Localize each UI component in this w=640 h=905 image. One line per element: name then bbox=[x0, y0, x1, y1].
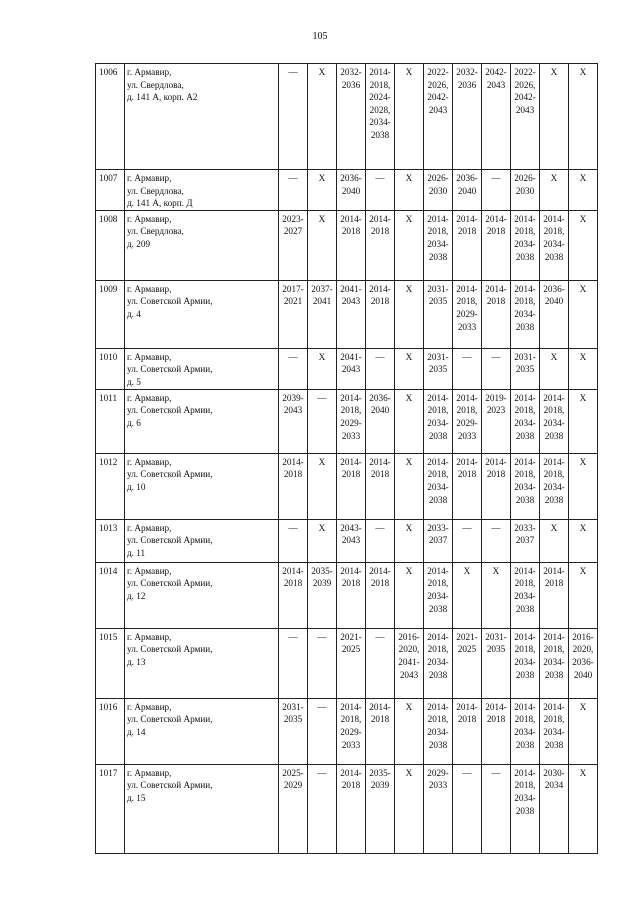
table-row bbox=[96, 698, 598, 764]
address-cell: г. Армавир, ул. Советской Армии, д. 13 bbox=[125, 628, 279, 698]
period-cell: X bbox=[395, 280, 424, 348]
address-cell: г. Армавир, ул. Советской Армии, д. 5 bbox=[125, 348, 279, 389]
row-number: 1015 bbox=[96, 628, 125, 698]
table-row bbox=[96, 210, 598, 280]
address-cell: г. Армавир, ул. Советской Армии, д. 11 bbox=[125, 519, 279, 562]
row-number: 1008 bbox=[96, 210, 125, 280]
period-cell: — bbox=[366, 628, 395, 698]
period-cell: 2030- 2034 bbox=[540, 764, 569, 853]
period-cell: 2016- 2020, 2036- 2040 bbox=[569, 628, 598, 698]
period-cell: 2014- 2018, 2024- 2028, 2034- 2038 bbox=[366, 64, 395, 170]
period-cell: 2043- 2043 bbox=[337, 519, 366, 562]
period-cell: X bbox=[395, 389, 424, 453]
period-cell: 2014- 2018, 2034- 2038 bbox=[424, 628, 453, 698]
address-cell: г. Армавир, ул. Свердлова, д. 209 bbox=[125, 210, 279, 280]
period-cell: X bbox=[569, 348, 598, 389]
period-cell: — bbox=[482, 348, 511, 389]
period-cell: 2014- 2018 bbox=[337, 210, 366, 280]
period-cell: X bbox=[395, 562, 424, 628]
period-cell: X bbox=[453, 562, 482, 628]
period-cell: 2014- 2018, 2034- 2038 bbox=[424, 562, 453, 628]
table-row bbox=[96, 389, 598, 453]
period-cell: 2014- 2018 bbox=[337, 562, 366, 628]
table-row bbox=[96, 764, 598, 853]
period-cell: 2031- 2035 bbox=[511, 348, 540, 389]
period-cell: X bbox=[395, 519, 424, 562]
period-cell: 2025- 2029 bbox=[279, 764, 308, 853]
row-number: 1012 bbox=[96, 453, 125, 519]
address-cell: г. Армавир, ул. Свердлова, д. 141 А, корп. Д bbox=[125, 170, 279, 211]
schedule-table bbox=[95, 63, 598, 854]
period-cell: X bbox=[569, 389, 598, 453]
period-cell: X bbox=[540, 64, 569, 170]
row-number: 1010 bbox=[96, 348, 125, 389]
period-cell: X bbox=[540, 348, 569, 389]
period-cell: — bbox=[308, 389, 337, 453]
period-cell: X bbox=[569, 170, 598, 211]
period-cell: 2042- 2043 bbox=[482, 64, 511, 170]
period-cell: 2014- 2018, 2034- 2038 bbox=[511, 453, 540, 519]
period-cell: 2014- 2018, 2034- 2038 bbox=[511, 210, 540, 280]
period-cell: 2014- 2018, 2029- 2033 bbox=[453, 389, 482, 453]
period-cell: X bbox=[569, 764, 598, 853]
address-cell: г. Армавир, ул. Советской Армии, д. 4 bbox=[125, 280, 279, 348]
table-row bbox=[96, 562, 598, 628]
period-cell: 2014- 2018 bbox=[366, 562, 395, 628]
period-cell: X bbox=[395, 170, 424, 211]
period-cell: 2014- 2018, 2034- 2038 bbox=[511, 280, 540, 348]
period-cell: X bbox=[308, 348, 337, 389]
period-cell: X bbox=[395, 348, 424, 389]
period-cell: 2014- 2018 bbox=[366, 453, 395, 519]
period-cell: 2036- 2040 bbox=[366, 389, 395, 453]
period-cell: X bbox=[569, 519, 598, 562]
period-cell: 2014- 2018 bbox=[366, 210, 395, 280]
period-cell: X bbox=[308, 210, 337, 280]
address-cell: г. Армавир, ул. Свердлова, д. 141 А, корп. А2 bbox=[125, 64, 279, 170]
period-cell: 2014- 2018 bbox=[337, 453, 366, 519]
period-cell: 2014- 2018, 2034- 2038 bbox=[511, 698, 540, 764]
period-cell: 2014- 2018 bbox=[279, 453, 308, 519]
period-cell: 2036- 2040 bbox=[453, 170, 482, 211]
period-cell: 2014- 2018 bbox=[366, 698, 395, 764]
period-cell: X bbox=[395, 698, 424, 764]
address-cell: г. Армавир, ул. Советской Армии, д. 12 bbox=[125, 562, 279, 628]
table-row bbox=[96, 519, 598, 562]
period-cell: 2017- 2021 bbox=[279, 280, 308, 348]
period-cell: X bbox=[308, 453, 337, 519]
period-cell: X bbox=[308, 64, 337, 170]
row-number: 1006 bbox=[96, 64, 125, 170]
period-cell: 2032- 2036 bbox=[453, 64, 482, 170]
period-cell: 2035- 2039 bbox=[308, 562, 337, 628]
period-cell: 2036- 2040 bbox=[540, 280, 569, 348]
period-cell: 2014- 2018, 2029- 2033 bbox=[337, 698, 366, 764]
period-cell: 2016- 2020, 2041- 2043 bbox=[395, 628, 424, 698]
period-cell: — bbox=[279, 64, 308, 170]
period-cell: — bbox=[366, 348, 395, 389]
period-cell: 2014- 2018 bbox=[337, 764, 366, 853]
table-row bbox=[96, 64, 598, 170]
address-cell: г. Армавир, ул. Советской Армии, д. 14 bbox=[125, 698, 279, 764]
period-cell: 2032- 2036 bbox=[337, 64, 366, 170]
period-cell: X bbox=[569, 210, 598, 280]
period-cell: 2014- 2018, 2034- 2038 bbox=[540, 698, 569, 764]
period-cell: 2041- 2043 bbox=[337, 280, 366, 348]
period-cell: 2029- 2033 bbox=[424, 764, 453, 853]
period-cell: X bbox=[395, 764, 424, 853]
period-cell: X bbox=[540, 170, 569, 211]
period-cell: 2037- 2041 bbox=[308, 280, 337, 348]
period-cell: — bbox=[453, 519, 482, 562]
period-cell: 2014- 2018 bbox=[482, 453, 511, 519]
period-cell: — bbox=[279, 348, 308, 389]
period-cell: X bbox=[540, 519, 569, 562]
period-cell: — bbox=[279, 519, 308, 562]
period-cell: — bbox=[279, 170, 308, 211]
period-cell: X bbox=[395, 210, 424, 280]
period-cell: 2033- 2037 bbox=[424, 519, 453, 562]
period-cell: X bbox=[569, 64, 598, 170]
period-cell: X bbox=[308, 170, 337, 211]
period-cell: 2039- 2043 bbox=[279, 389, 308, 453]
period-cell: 2014- 2018, 2034- 2038 bbox=[511, 562, 540, 628]
period-cell: 2023- 2027 bbox=[279, 210, 308, 280]
row-number: 1016 bbox=[96, 698, 125, 764]
address-cell: г. Армавир, ул. Советской Армии, д. 6 bbox=[125, 389, 279, 453]
period-cell: 2014- 2018, 2034- 2038 bbox=[424, 389, 453, 453]
period-cell: 2014- 2018, 2034- 2038 bbox=[511, 389, 540, 453]
period-cell: — bbox=[482, 519, 511, 562]
period-cell: 2014- 2018, 2029- 2033 bbox=[453, 280, 482, 348]
table-row bbox=[96, 628, 598, 698]
table-row bbox=[96, 453, 598, 519]
row-number: 1017 bbox=[96, 764, 125, 853]
period-cell: 2014- 2018 bbox=[482, 210, 511, 280]
address-cell: г. Армавир, ул. Советской Армии, д. 10 bbox=[125, 453, 279, 519]
period-cell: X bbox=[308, 519, 337, 562]
period-cell: — bbox=[308, 628, 337, 698]
period-cell: X bbox=[569, 698, 598, 764]
period-cell: X bbox=[569, 280, 598, 348]
period-cell: — bbox=[308, 698, 337, 764]
period-cell: 2014- 2018, 2034- 2038 bbox=[424, 453, 453, 519]
period-cell: — bbox=[308, 764, 337, 853]
period-cell: 2014- 2018 bbox=[453, 210, 482, 280]
period-cell: 2022- 2026, 2042- 2043 bbox=[424, 64, 453, 170]
period-cell: 2014- 2018, 2034- 2038 bbox=[540, 628, 569, 698]
period-cell: — bbox=[453, 764, 482, 853]
period-cell: 2014- 2018, 2034- 2038 bbox=[540, 453, 569, 519]
period-cell: X bbox=[482, 562, 511, 628]
period-cell: 2035- 2039 bbox=[366, 764, 395, 853]
period-cell: 2041- 2043 bbox=[337, 348, 366, 389]
period-cell: — bbox=[482, 764, 511, 853]
period-cell: — bbox=[366, 170, 395, 211]
period-cell: — bbox=[482, 170, 511, 211]
period-cell: 2014- 2018, 2034- 2038 bbox=[540, 210, 569, 280]
period-cell: X bbox=[569, 453, 598, 519]
period-cell: 2031- 2035 bbox=[424, 348, 453, 389]
table-row bbox=[96, 170, 598, 211]
period-cell: 2014- 2018 bbox=[482, 698, 511, 764]
period-cell: 2031- 2035 bbox=[424, 280, 453, 348]
period-cell: — bbox=[453, 348, 482, 389]
period-cell: X bbox=[569, 562, 598, 628]
row-number: 1013 bbox=[96, 519, 125, 562]
period-cell: 2014- 2018, 2034- 2038 bbox=[424, 210, 453, 280]
period-cell: 2026- 2030 bbox=[511, 170, 540, 211]
period-cell: 2036- 2040 bbox=[337, 170, 366, 211]
period-cell: 2014- 2018, 2034- 2038 bbox=[540, 389, 569, 453]
period-cell: 2014- 2018 bbox=[366, 280, 395, 348]
period-cell: 2014- 2018 bbox=[482, 280, 511, 348]
period-cell: — bbox=[279, 628, 308, 698]
period-cell: 2014- 2018, 2034- 2038 bbox=[511, 628, 540, 698]
address-cell: г. Армавир, ул. Советской Армии, д. 15 bbox=[125, 764, 279, 853]
period-cell: 2019- 2023 bbox=[482, 389, 511, 453]
period-cell: 2022- 2026, 2042- 2043 bbox=[511, 64, 540, 170]
period-cell: 2014- 2018 bbox=[453, 453, 482, 519]
period-cell: 2031- 2035 bbox=[482, 628, 511, 698]
row-number: 1011 bbox=[96, 389, 125, 453]
table-row bbox=[96, 280, 598, 348]
period-cell: — bbox=[366, 519, 395, 562]
table-row bbox=[96, 348, 598, 389]
period-cell: 2021- 2025 bbox=[337, 628, 366, 698]
period-cell: 2021- 2025 bbox=[453, 628, 482, 698]
period-cell: 2033- 2037 bbox=[511, 519, 540, 562]
row-number: 1007 bbox=[96, 170, 125, 211]
period-cell: 2014- 2018 bbox=[453, 698, 482, 764]
page-number: 105 bbox=[312, 31, 328, 42]
row-number: 1009 bbox=[96, 280, 125, 348]
period-cell: X bbox=[395, 64, 424, 170]
period-cell: 2014- 2018 bbox=[540, 562, 569, 628]
period-cell: 2031- 2035 bbox=[279, 698, 308, 764]
period-cell: 2026- 2030 bbox=[424, 170, 453, 211]
period-cell: 2014- 2018 bbox=[279, 562, 308, 628]
period-cell: 2014- 2018, 2029- 2033 bbox=[337, 389, 366, 453]
period-cell: X bbox=[395, 453, 424, 519]
period-cell: 2014- 2018, 2034- 2038 bbox=[511, 764, 540, 853]
period-cell: 2014- 2018, 2034- 2038 bbox=[424, 698, 453, 764]
row-number: 1014 bbox=[96, 562, 125, 628]
